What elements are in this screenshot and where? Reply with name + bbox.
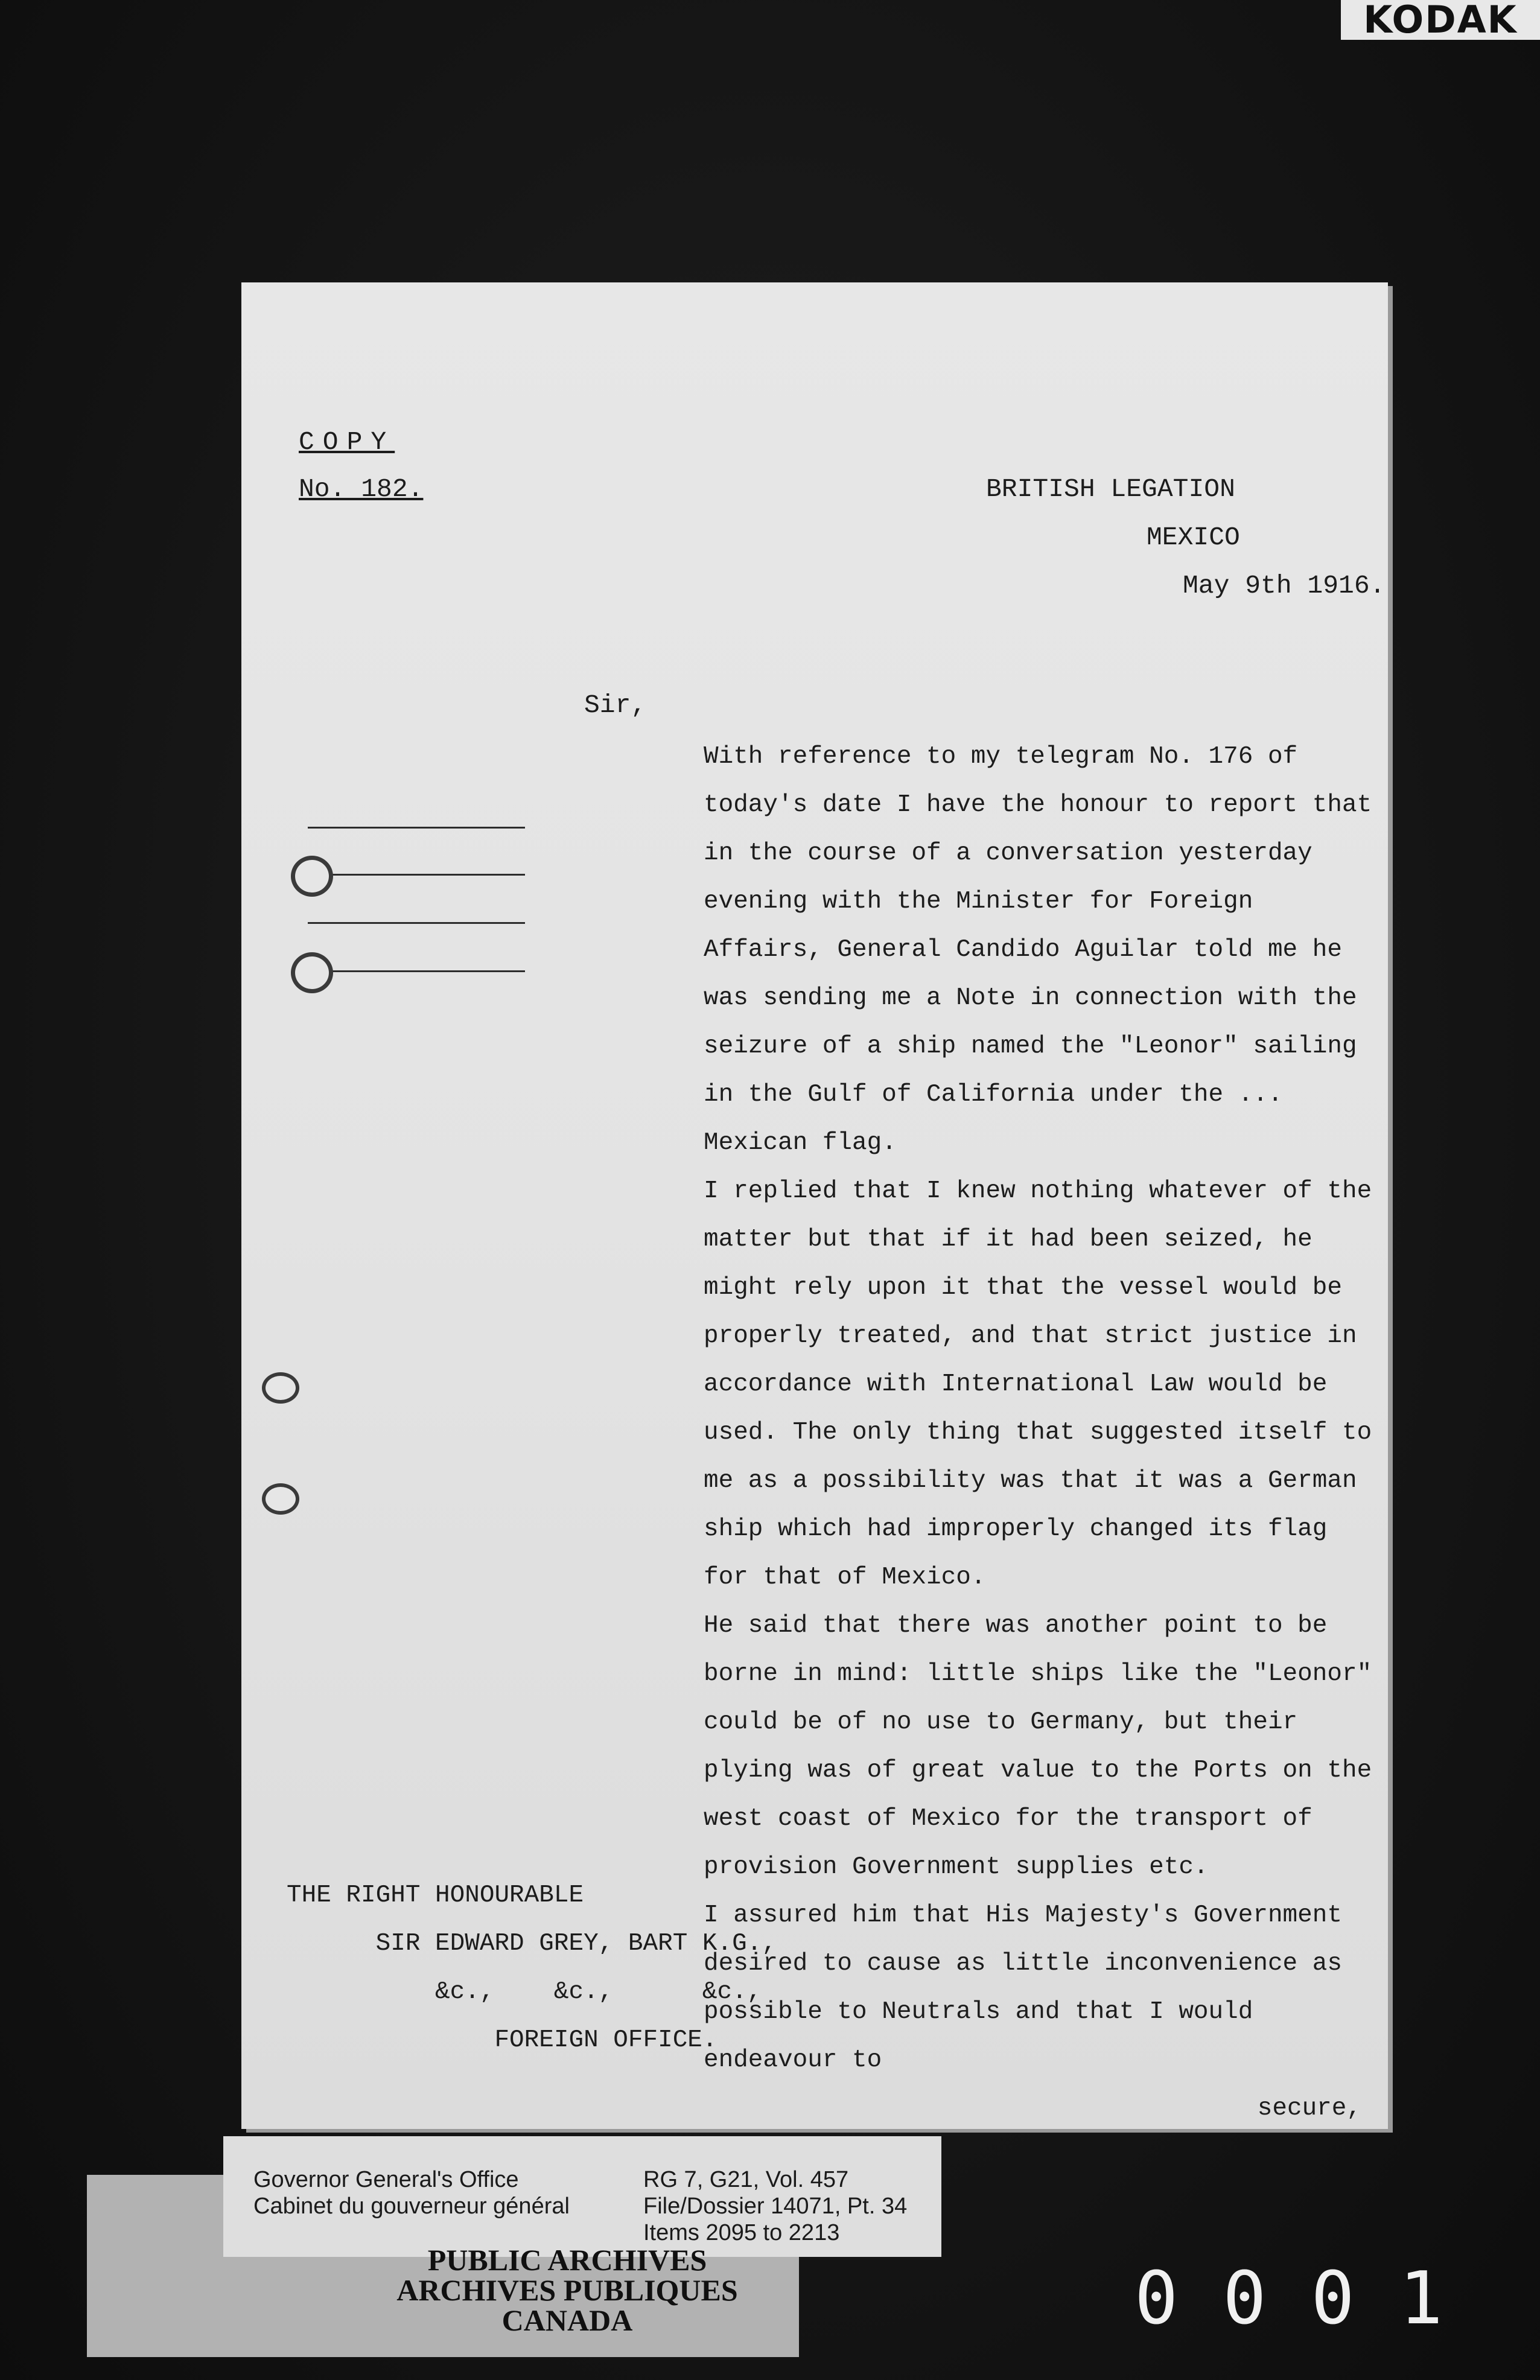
- sender-city: MEXICO: [1147, 523, 1240, 552]
- closing-word: secure,: [1257, 2095, 1361, 2122]
- item-range: Items 2095 to 2213: [643, 2220, 840, 2245]
- salutation: Sir,: [584, 690, 647, 720]
- margin-rule: [308, 874, 525, 876]
- margin-rule: [308, 922, 525, 924]
- addressee-line: &c., &c., &c.,: [287, 1978, 762, 2006]
- binding-hole-icon: [262, 1372, 299, 1404]
- file-dossier: File/Dossier 14071, Pt. 34: [643, 2194, 908, 2219]
- margin-rule: [308, 827, 525, 829]
- addressee-line: FOREIGN OFFICE.: [287, 2026, 718, 2054]
- binding-hole-icon: [262, 1483, 299, 1515]
- record-group: RG 7, G21, Vol. 457: [643, 2167, 849, 2192]
- archive-stamp: [338, 2245, 797, 2335]
- archive-label: [223, 2136, 941, 2257]
- body-paragraph: I replied that I knew nothing whatever of the matter but that if it had been seized, he might rely upon it that the vessel would be properly treated, and that strict justice in accordance with International Law would be used. The only thing that suggested itself to me as a possibility was that it was a German ship which had improperly changed its flag for that of Mexico.: [704, 1177, 1372, 1591]
- office-french: Cabinet du gouverneur général: [253, 2194, 570, 2219]
- addressee-line: THE RIGHT HONOURABLE: [287, 1882, 584, 1909]
- body-paragraph: He said that there was another point to be borne in mind: little ships like the "Leonor" could be of no use to Germany, but their plying was of great value to the Ports on the west coast of Mexico for the transport of provision Government supplies etc.: [704, 1612, 1372, 1881]
- copy-label: COPY: [299, 427, 395, 457]
- frame-number: 0001: [1134, 2257, 1488, 2341]
- document-number: No. 182.: [299, 474, 424, 504]
- body-paragraph: With reference to my telegram No. 176 of today's date I have the honour to report that in the course of a conversation yesterday evening with the Minister for Foreign Affairs, General Candido Aguilar told me he was sending me a Note in connection with the seizure of a ship named the "Leonor" sailing in the Gulf of California under the ... Mexican flag.: [704, 743, 1372, 1157]
- addressee-block: [287, 1871, 777, 2064]
- addressee-line: SIR EDWARD GREY, BART K.G.,: [287, 1930, 777, 1958]
- sender-legation: BRITISH LEGATION: [986, 474, 1235, 504]
- office-english: Governor General's Office: [253, 2167, 519, 2192]
- archive-stamp-line: CANADA: [501, 2303, 633, 2337]
- archive-stamp-line: ARCHIVES PUBLIQUES: [396, 2273, 738, 2307]
- letter-date: May 9th 1916.: [1183, 571, 1386, 600]
- letter-page: [241, 282, 1388, 2129]
- body-paragraph: I assured him that His Majesty's Government desired to cause as little inconvenience as possible to Neutrals and that I would endeavour to: [704, 1901, 1342, 2074]
- kodak-film-mark: KODAK: [1341, 0, 1540, 40]
- margin-rule: [308, 970, 525, 972]
- archive-stamp-line: PUBLIC ARCHIVES: [427, 2243, 707, 2277]
- binding-hole-icon: [291, 952, 333, 993]
- binding-hole-icon: [291, 856, 333, 897]
